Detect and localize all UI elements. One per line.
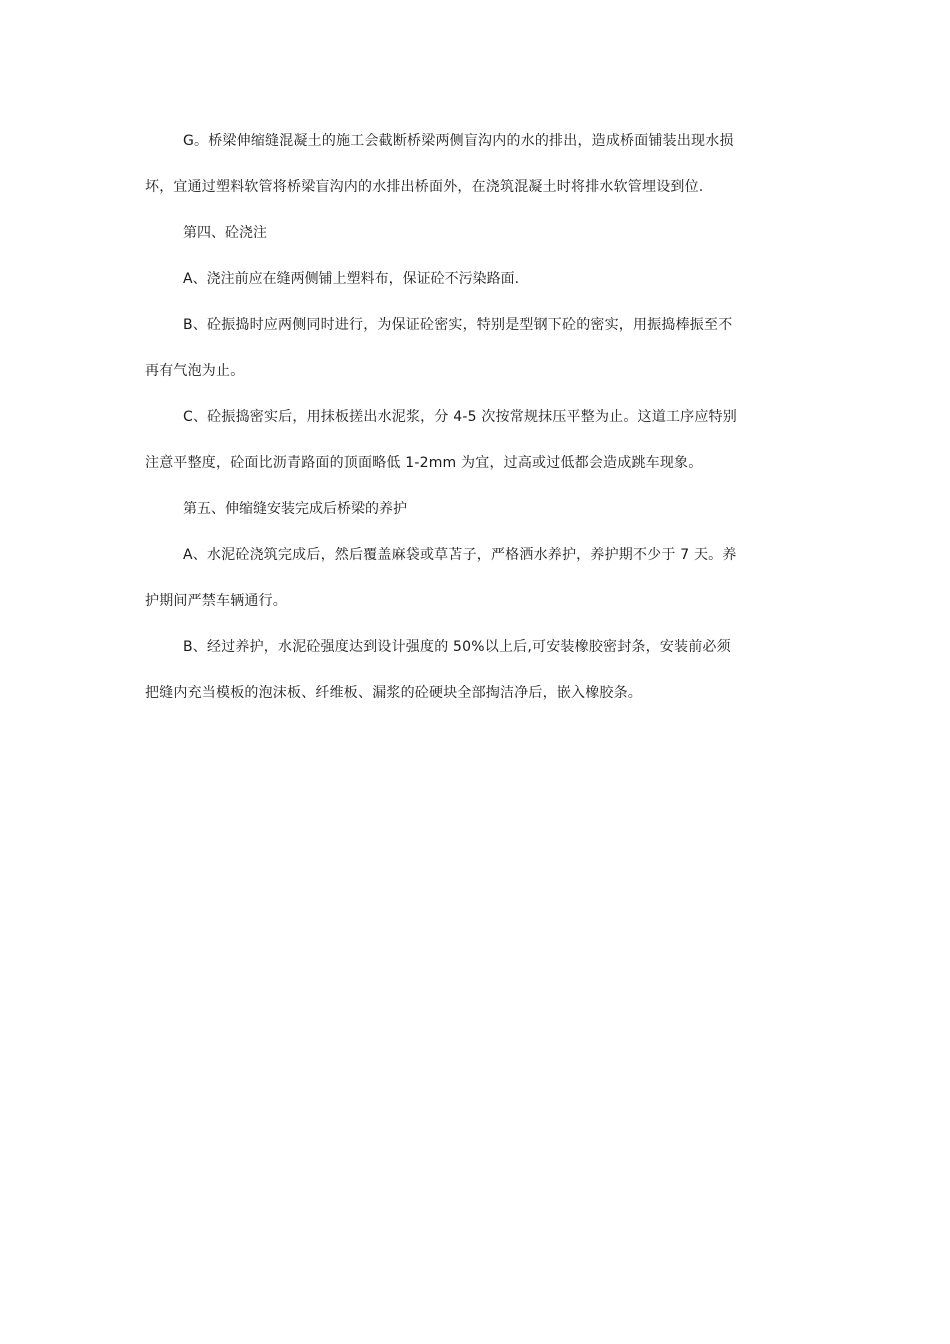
paragraph-line: 再有气泡为止。 [145,363,245,379]
paragraph-line: C、砼振捣密实后，用抹板搓出水泥浆，分 4-5 次按常规抹压平整为止。这道工序应特别 [183,409,737,425]
paragraph-line: B、经过养护，水泥砼强度达到设计强度的 50%以上后,可安装橡胶密封条，安装前必须 [183,639,731,655]
paragraph-b2 [145,624,805,716]
paragraph-line: 坏，宜通过塑料软管将桥梁盲沟内的水排出桥面外，在浇筑混凝土时将排水软管埋设到位. [145,179,704,195]
paragraph-line: 注意平整度，砼面比沥青路面的顶面略低 1-2mm 为宜，过高或过低都会造成跳车现象。 [145,455,703,471]
section-heading-5: 第五、伸缩缝安装完成后桥梁的养护 [183,501,407,517]
section-heading-4: 第四、砼浇注 [183,225,267,241]
paragraph-c1 [145,394,805,486]
paragraph-line: G。桥梁伸缩缝混凝土的施工会截断桥梁两侧盲沟内的水的排出，造成桥面铺装出现水损 [183,133,734,149]
paragraph-a1: A、浇注前应在缝两侧铺上塑料布，保证砼不污染路面. [183,271,520,287]
paragraph-b1 [145,302,805,394]
paragraph-line: B、砼振捣时应两侧同时进行，为保证砼密实，特别是型钢下砼的密实，用振捣棒振至不 [183,317,733,333]
paragraph-a2 [145,532,805,624]
paragraph-line: 把缝内充当模板的泡沫板、纤维板、漏浆的砼硬块全部掏洁净后，嵌入橡胶条。 [145,685,642,701]
paragraph-line: 护期间严禁车辆通行。 [145,593,287,609]
paragraph-line: A、水泥砼浇筑完成后，然后覆盖麻袋或草苫子，严格洒水养护，养护期不少于 7 天。养 [183,547,737,563]
paragraph-g [145,118,805,210]
document-body [145,118,805,716]
